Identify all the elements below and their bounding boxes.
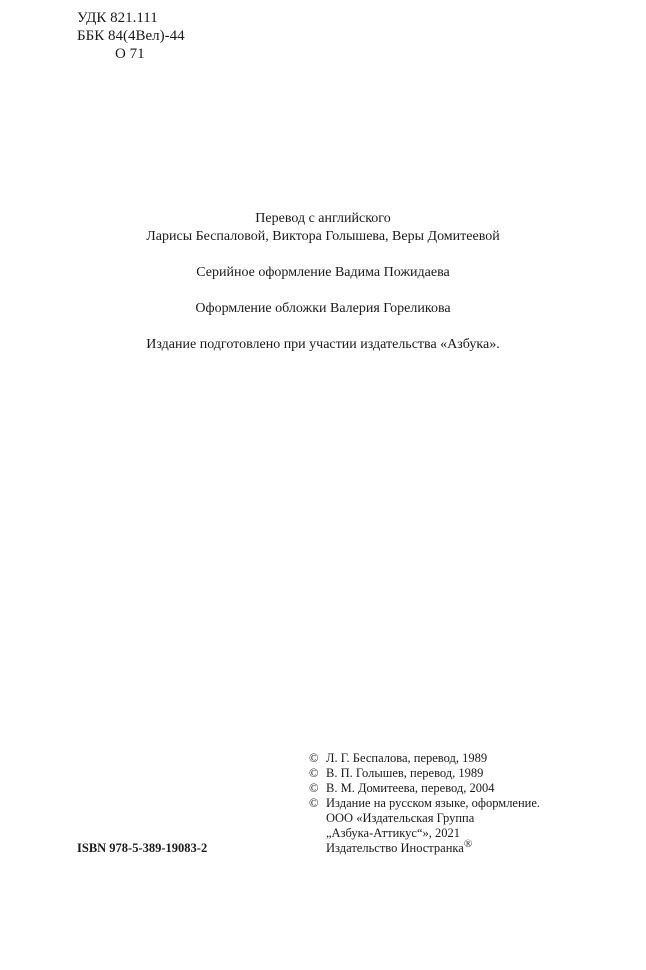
copyright-text: Л. Г. Беспалова, перевод, 1989 (326, 751, 488, 765)
publisher-name: Издательство Иностранка (326, 841, 464, 855)
copyright-continuation (309, 811, 540, 826)
copyright-symbol: © (309, 796, 319, 810)
translators: Ларисы Беспаловой, Виктора Голышева, Веры Домитеевой (146, 229, 500, 244)
copyright-line (309, 751, 540, 766)
cover-design-credit: Оформление обложки Валерия Гореликова (195, 301, 451, 316)
copyright-continuation (309, 826, 540, 841)
translation-label: Перевод с английского (255, 211, 391, 226)
copyright-line (309, 766, 540, 781)
copyright-block (309, 751, 540, 856)
series-design-credit: Серийное оформление Вадима Пожидаева (196, 265, 450, 280)
copyright-symbol: © (309, 781, 319, 795)
isbn: ISBN 978-5-389-19083-2 (77, 841, 208, 855)
classification-block (77, 9, 185, 63)
bbk-code: ББК 84(4Вел)-44 (77, 28, 185, 44)
publisher-group-name: ООО «Издательская Группа (326, 811, 475, 825)
copyright-continuation (309, 837, 540, 856)
udk-code: УДК 821.111 (77, 10, 158, 26)
registered-trademark-symbol: ® (463, 837, 473, 850)
copyright-text: В. П. Голышев, перевод, 1989 (326, 766, 484, 780)
publisher-note: Издание подготовлено при участии издательства «Азбука». (146, 337, 500, 352)
copyright-line (309, 781, 540, 796)
credits-block (0, 210, 646, 354)
copyright-text: Издание на русском языке, оформление. (326, 796, 541, 810)
author-mark: О 71 (115, 46, 145, 62)
copyright-symbol: © (309, 766, 319, 780)
copyright-line (309, 796, 540, 811)
publisher-group-name-year: „Азбука-Аттикус“», 2021 (326, 826, 461, 840)
copyright-symbol: © (309, 751, 319, 765)
copyright-text: В. М. Домитеева, перевод, 2004 (326, 781, 495, 795)
